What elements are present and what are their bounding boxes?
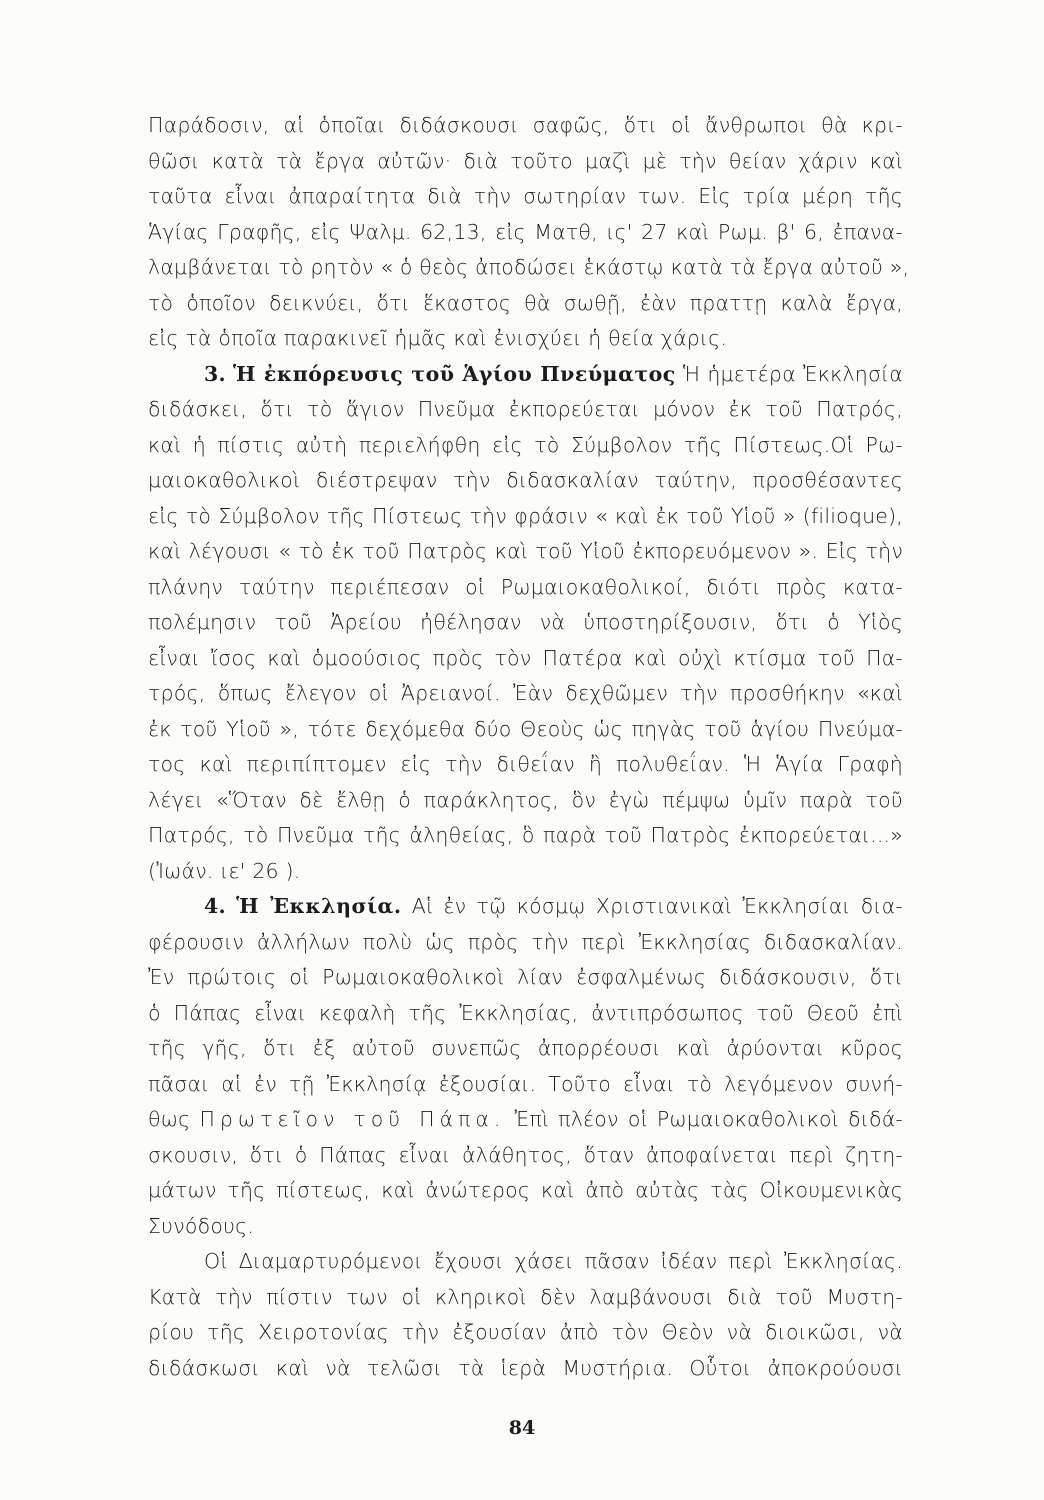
text-fragment: θως <box>148 1107 191 1131</box>
body-text <box>148 108 910 1386</box>
text-line: πλάνην ταύτην περιέπεσαν οἱ Ρωμαιοκαθολικοί, διότι πρὸς κατα- <box>148 574 903 599</box>
text-line: σκουσιν, ὅτι ὁ Πάπας εἶναι ἀλάθητος, ὅταν ἀποφαίνεται περὶ ζητη- <box>148 1142 903 1167</box>
text-line: πᾶσαι αἱ ἐν τῇ Ἐκκλησίᾳ ἐξουσίαι. Τοῦτο εἶναι τὸ λεγόμενον συνή- <box>148 1071 903 1096</box>
text-line: Οἱ Διαμαρτυρόμενοι ἔχουσι χάσει πᾶσαν ἰδέαν περὶ Ἐκκλησίας. <box>204 1249 903 1273</box>
text-line: (Ἰωάν. ιε' 26 ). <box>148 858 301 883</box>
section-number: 3. <box>204 361 226 386</box>
text-fragment: Αἱ ἐν τῷ κόσμῳ Χριστιανικαὶ Ἐκκλησίαι δια- <box>411 894 903 918</box>
text-line: λαμβάνεται τὸ ρητὸν « ὁ θεὸς ἀποδώσει ἑκάστῳ κατὰ τὰ ἔργα αὐτοῦ », <box>148 255 910 279</box>
section-number: 4. <box>204 894 226 918</box>
text-line: διδάσκωσι καὶ νὰ τελῶσι τὰ ἱερὰ Μυστήρια. Οὗτοι ἀποκρούουσι <box>148 1355 903 1380</box>
spaced-term: Πρωτεῖον τοῦ Πάπα. <box>199 1107 506 1131</box>
text-line: ὁ Πάπας εἶναι κεφαλὴ τῆς Ἐκκλησίας, ἀντιπρόσωπος τοῦ Θεοῦ ἐπὶ <box>148 1000 903 1025</box>
text-line: θῶσι κατὰ τὰ ἔργα αὐτῶν· διὰ τοῦτο μαζὶ μὲ τὴν θείαν χάριν καὶ <box>148 148 903 173</box>
text-line: καὶ ἡ πίστις αὐτὴ περιελήφθη εἰς τὸ Σύμβολον τῆς Πίστεως.Οἱ Ρω- <box>148 432 903 457</box>
text-line: εἰς τὰ ὁποῖα παρακινεῖ ἡμᾶς καὶ ἐνισχύει ἡ θεία χάρις. <box>148 326 728 350</box>
text-line: μάτων τῆς πίστεως, καὶ ἀνώτερος καὶ ἀπὸ αὐτὰς τὰς Οἰκουμενικὰς <box>148 1178 903 1202</box>
section-4-heading-line <box>148 889 903 925</box>
text-line: καὶ λέγουσι « τὸ ἐκ τοῦ Πατρὸς καὶ τοῦ Υἱοῦ ἐκπορευόμενον ». Εἰς τὴν <box>148 539 903 563</box>
text-fragment: Ἡ ἡμετέρα Ἐκκλησία <box>682 361 904 386</box>
section-heading: Ἡ Ἐκκλησία. <box>236 894 402 918</box>
text-line: εἶναι ἴσος καὶ ὁμοούσιος πρὸς τὸν Πατέρα καὶ οὐχὶ κτίσμα τοῦ Πα- <box>148 645 903 670</box>
text-line: διδάσκει, ὅτι τὸ ἅγιον Πνεῦμα ἐκπορεύεται μόνον ἐκ τοῦ Πατρός, <box>148 397 903 421</box>
text-line: Κατὰ τὴν πίστιν των οἱ κληρικοὶ δὲν λαμβάνουσι διὰ τοῦ Μυστη- <box>148 1284 903 1309</box>
text-line: εἰς τὸ Σύμβολον τῆς Πίστεως τὴν φράσιν « καὶ ἐκ τοῦ Υἱοῦ » (filioque), <box>148 503 903 528</box>
text-line: Παράδοσιν, αἱ ὁποῖαι διδάσκουσι σαφῶς, ὅτι οἱ ἄνθρωποι θὰ κρι- <box>148 113 903 137</box>
text-line: Συνόδους. <box>148 1213 255 1238</box>
text-line: ταῦτα εἶναι ἀπαραίτητα διὰ τὴν σωτηρίαν των. Εἰς τρία μέρη τῆς <box>148 184 903 208</box>
text-line: φέρουσιν ἀλλήλων πολὺ ὡς πρὸς τὴν περὶ Ἐκκλησίας διδασκαλίαν. <box>148 929 903 954</box>
text-line: τὸ ὁποῖον δεικνύει, ὅτι ἕκαστος θὰ σωθῇ, ἐὰν πραττῃ καλὰ ἔργα, <box>148 290 903 315</box>
text-line: πολέμησιν τοῦ Ἀρείου ἠθέλησαν νὰ ὑποστηρίξουσιν, ὅτι ὁ Υἱὸς <box>148 610 903 634</box>
text-line: Ἐν πρώτοις οἱ Ρωμαιοκαθολικοὶ λίαν ἐσφαλμένως διδάσκουσιν, ὅτι <box>148 965 903 989</box>
text-line: ἐκ τοῦ Υἱοῦ », τότε δεχόμεθα δύο Θεοὺς ὡς πηγὰς τοῦ ἁγίου Πνεύμα- <box>148 716 903 741</box>
text-line: τρός, ὅπως ἔλεγον οἱ Ἀρειανοί. Ἐὰν δεχθῶμεν τὴν προσθήκην «καὶ <box>148 681 903 705</box>
text-line: Ἁγίας Γραφῆς, εἰς Ψαλμ. 62,13, εἰς Ματθ, ις' 27 καὶ Ρωμ. β' 6, ἐπανα- <box>148 219 903 244</box>
section-heading: Ἡ ἐκπόρευσις τοῦ Ἁγίου Πνεύματος <box>232 361 676 386</box>
text-line: λέγει «Ὅταν δὲ ἔλθῃ ὁ παράκλητος, ὃν ἐγὼ πέμψω ὑμῖν παρὰ τοῦ <box>148 787 903 812</box>
page-number: 84 <box>508 1417 536 1439</box>
text-fragment: Ἐπὶ πλέον οἱ Ρωμαιοκαθολικοὶ διδά- <box>514 1107 904 1131</box>
text-line: τος καὶ περιπίπτομεν εἰς τὴν διθεΐαν ἢ πολυθεΐαν. Ἡ Ἁγία Γραφὴ <box>148 752 903 776</box>
text-line: Πατρός, τὸ Πνεῦμα τῆς ἀληθείας, ὃ παρὰ τοῦ Πατρὸς ἐκπορεύεται...» <box>148 823 903 847</box>
text-line: τῆς γῆς, ὅτι ἐξ αὐτοῦ συνεπῶς ἀπορρέουσι καὶ ἀρύονται κῦρος <box>148 1036 903 1060</box>
text-line: ρίου τῆς Χειροτονίας τὴν ἐξουσίαν ἀπὸ τὸν Θεὸν νὰ διοικῶσι, νὰ <box>148 1320 903 1344</box>
text-line: μαιοκαθολικοὶ διέστρεψαν τὴν διδασκαλίαν ταύτην, προσθέσαντες <box>148 468 903 492</box>
section-3-heading-line <box>148 357 903 393</box>
spaced-term-line <box>148 1102 903 1138</box>
